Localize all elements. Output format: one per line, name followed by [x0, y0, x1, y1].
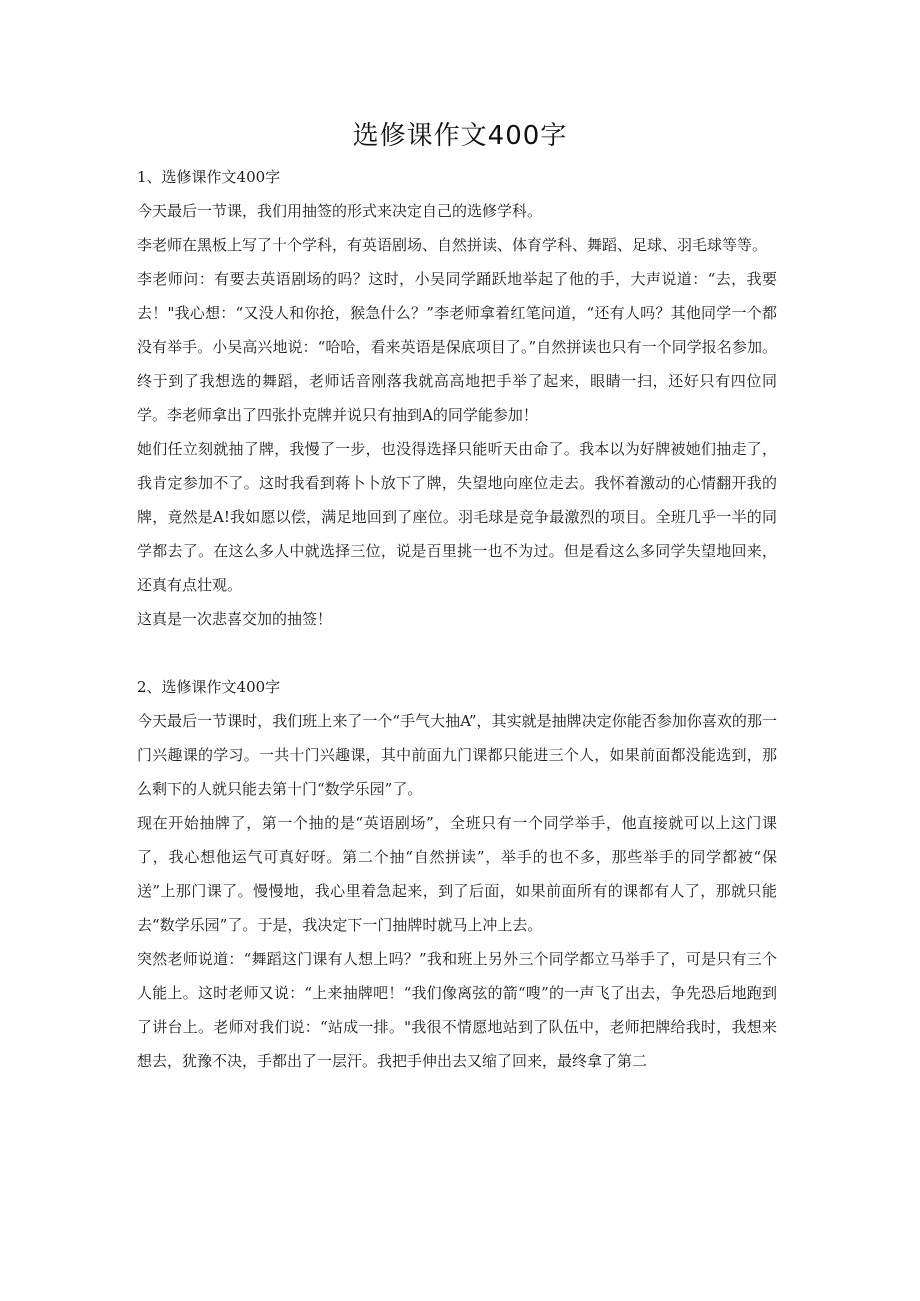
essay-section-1 — [137, 160, 777, 636]
document-title: 选修课作文400字 — [352, 121, 568, 151]
paragraph: 今天最后一节课时，我们班上来了一个“手气大抽A”，其实就是抽牌决定你能否参加你喜欢的那一门兴趣课的学习。一共十门兴趣课，其中前面九门课都只能进三个人，如果前面都没能选到，那么剩下的人就只能去第十门“数学乐园”了。 — [137, 712, 777, 798]
paragraph: 李老师在黑板上写了十个学科，有英语剧场、自然拼读、体育学科、舞蹈、足球、羽毛球等等。 — [137, 236, 768, 254]
essay-section-2 — [137, 670, 777, 1078]
section-heading: 1、选修课作文400字 — [137, 168, 281, 186]
paragraph: 她们任立刻就抽了牌，我慢了一步，也没得选择只能听天由命了。我本以为好牌被她们抽走了，我肯定参加不了。这时我看到蒋卜卜放下了牌，失望地向座位走去。我怀着激动的心情翻开我的牌，竟然是A!我如愿以偿，满足地回到了座位。羽毛球是竞争最激烈的项目。全班几乎一半的同学都去了。在这么多人中就选择三位，说是百里挑一也不为过。但是看这么多同学失望地回来，还真有点壮观。 — [137, 440, 777, 594]
paragraph: 李老师问：有要去英语剧场的吗？这时，小吴同学踊跃地举起了他的手，大声说道：“去，我要去！"我心想：“又没人和你抢，猴急什么？”李老师拿着红笔问道，“还有人吗？其他同学一个都没有举手。小吴高兴地说：“哈哈，看来英语是保底项目了。”自然拼读也只有一个同学报名参加。终于到了我想选的舞蹈，老师话音刚落我就高高地把手举了起来，眼睛一扫，还好只有四位同学。李老师拿出了四张扑克牌并说只有抽到A的同学能参加！ — [137, 270, 777, 424]
document-body — [137, 160, 777, 1078]
paragraph: 今天最后一节课，我们用抽签的形式来决定自己的选修学科。 — [137, 202, 543, 220]
paragraph: 现在开始抽牌了，第一个抽的是“英语剧场”，全班只有一个同学举手，他直接就可以上这门课了，我心想他运气可真好呀。第二个抽“自然拼读”，举手的也不多，那些举手的同学都被“保送”上那门课了。慢慢地，我心里着急起来，到了后面，如果前面所有的课都有人了，那就只能去“数学乐园”了。于是，我决定下一门抽牌时就马上冲上去。 — [137, 814, 777, 934]
paragraph: 这真是一次悲喜交加的抽签！ — [137, 610, 333, 628]
section-spacer — [137, 636, 777, 670]
paragraph: 突然老师说道：“舞蹈这门课有人想上吗？”我和班上另外三个同学都立马举手了，可是只有三个人能上。这时老师又说：“上来抽牌吧！“我们像离弦的箭“嗖”的一声飞了出去，争先恐后地跑到了讲台上。老师对我们说：“站成一排。"我很不情愿地站到了队伍中，老师把牌给我时，我想来想去，犹豫不决，手都出了一层汗。我把手伸出去又缩了回来，最终拿了第二 — [137, 950, 777, 1070]
section-heading: 2、选修课作文400字 — [137, 678, 281, 696]
